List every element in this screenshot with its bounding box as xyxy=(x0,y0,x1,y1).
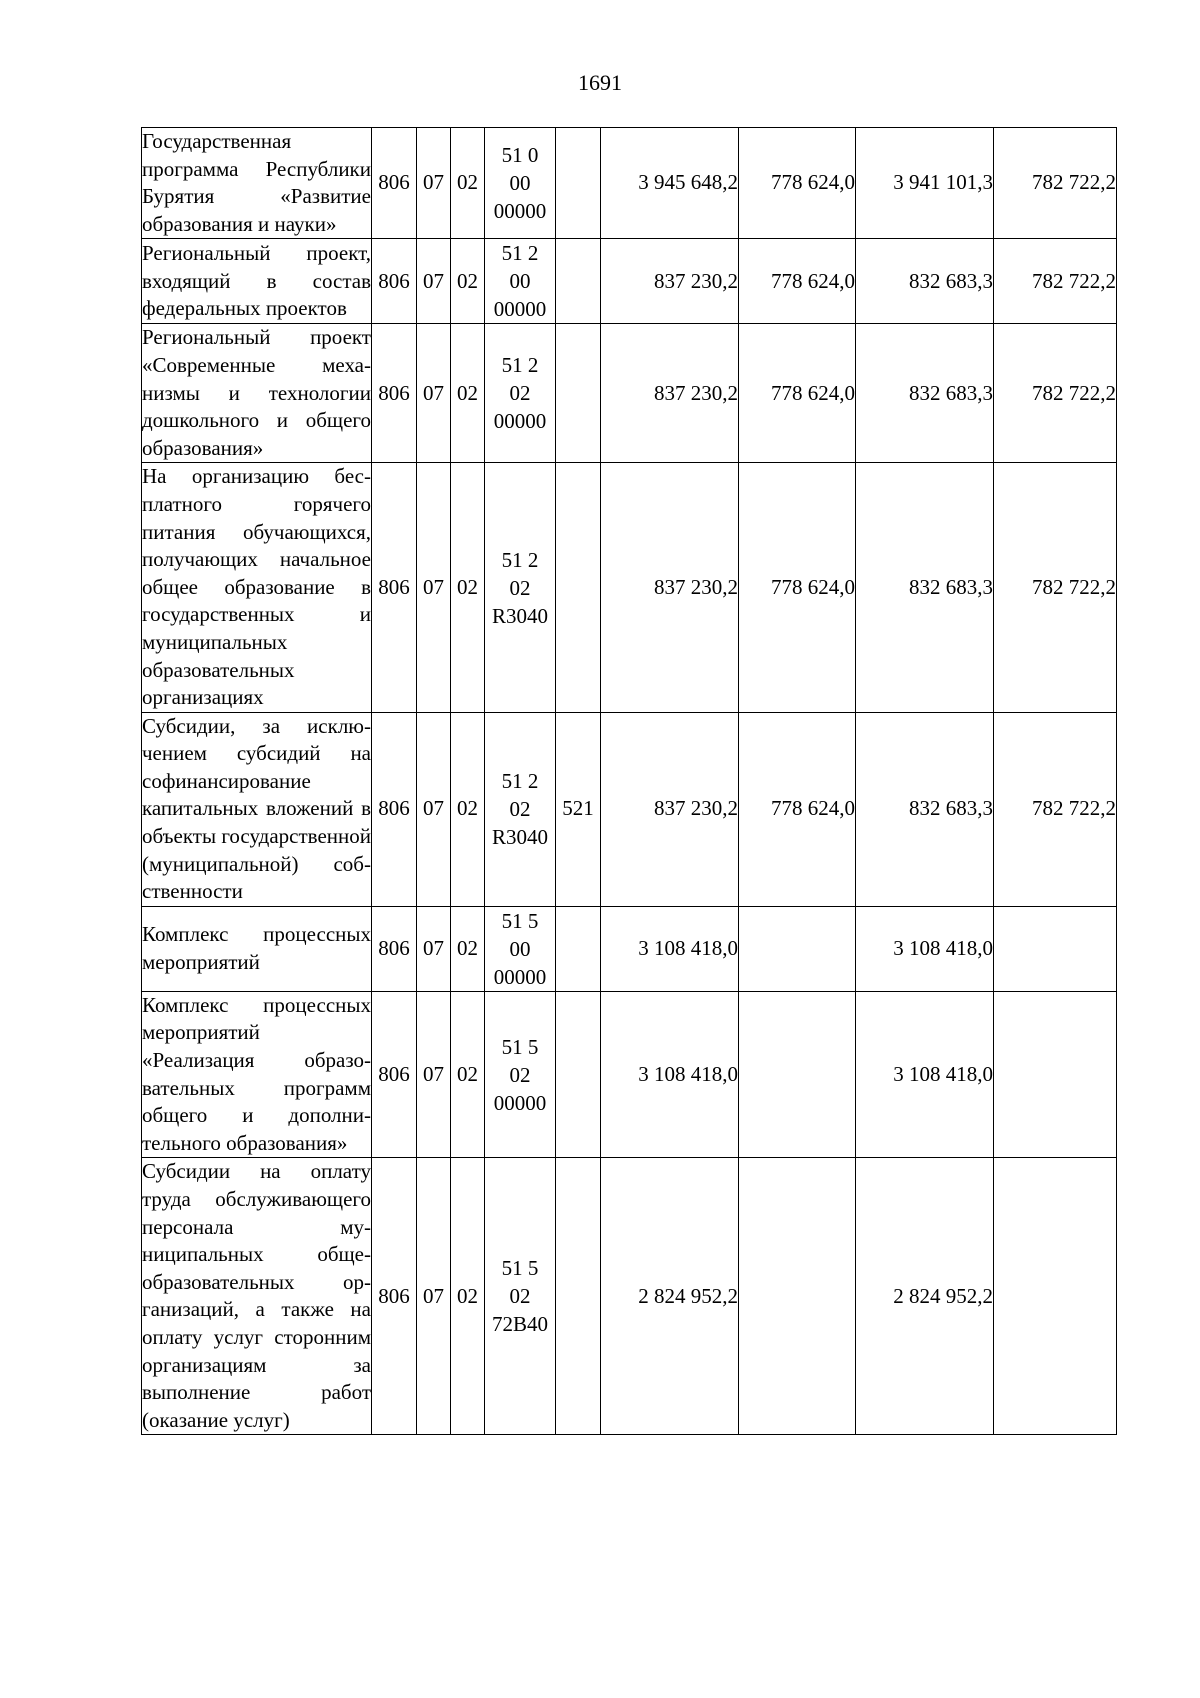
sum-year2: 2 824 952,2 xyxy=(856,1158,994,1435)
target-article-part: 51 0 xyxy=(501,143,539,168)
table-row xyxy=(142,324,1117,463)
subsection-code: 02 xyxy=(451,324,485,463)
sum-year1: 837 230,2 xyxy=(601,324,739,463)
target-article-code xyxy=(485,712,556,906)
ministry-code: 806 xyxy=(372,991,417,1158)
item-name: Региональный проект «Современные механизмы и технологии дошкольного и общего образования» xyxy=(142,324,372,463)
target-article-code xyxy=(485,128,556,239)
sum-year1-federal: 778 624,0 xyxy=(739,324,856,463)
item-name: Субсидии, за исключением субсидий на софинансирование капитальных вложений в объекты государственной (муниципальной) собственности xyxy=(142,712,372,906)
table-body xyxy=(142,128,1117,1435)
sum-year1-federal: 778 624,0 xyxy=(739,463,856,712)
sum-year1-federal: 778 624,0 xyxy=(739,239,856,324)
sum-year1: 2 824 952,2 xyxy=(601,1158,739,1435)
target-article-part: 00 xyxy=(509,936,531,961)
subsection-code: 02 xyxy=(451,128,485,239)
target-article-part: 00 xyxy=(509,171,531,196)
table-row xyxy=(142,128,1117,239)
item-name: Субсидии на оплату труда обслуживающего персонала муниципальных общеобразовательных организаций, а также на оплату услуг сторонним организациям за выполнение работ (оказание услуг) xyxy=(142,1158,372,1435)
ministry-code: 806 xyxy=(372,1158,417,1435)
sum-year2-federal xyxy=(994,1158,1117,1435)
target-article-part: 00000 xyxy=(493,199,547,224)
target-article-part: 00 xyxy=(509,269,531,294)
subsection-code: 02 xyxy=(451,239,485,324)
section-code: 07 xyxy=(417,463,451,712)
ministry-code: 806 xyxy=(372,712,417,906)
expense-type-code xyxy=(556,324,601,463)
target-article-part: 02 xyxy=(509,381,531,406)
sum-year1: 837 230,2 xyxy=(601,712,739,906)
subsection-code: 02 xyxy=(451,906,485,991)
sum-year1: 3 108 418,0 xyxy=(601,991,739,1158)
target-article-part: 51 2 xyxy=(501,353,539,378)
sum-year2: 832 683,3 xyxy=(856,239,994,324)
target-article-code xyxy=(485,991,556,1158)
sum-year2-federal: 782 722,2 xyxy=(994,324,1117,463)
item-name: Комплекс процессных мероприятий «Реализация образовательных программ общего и дополнительного образования» xyxy=(142,991,372,1158)
sum-year2-federal: 782 722,2 xyxy=(994,712,1117,906)
target-article-part: 02 xyxy=(509,575,531,600)
sum-year2-federal: 782 722,2 xyxy=(994,239,1117,324)
subsection-code: 02 xyxy=(451,1158,485,1435)
sum-year1-federal xyxy=(739,1158,856,1435)
table-row xyxy=(142,239,1117,324)
expense-type-code xyxy=(556,463,601,712)
item-name: На организацию бесплатного горячего питания обучающихся, получающих начальное общее образование в государственных и муниципальных образовательных организациях xyxy=(142,463,372,712)
target-article-code xyxy=(485,463,556,712)
target-article-part: R3040 xyxy=(491,825,548,850)
expense-type-code xyxy=(556,906,601,991)
target-article-part: 51 5 xyxy=(501,908,539,933)
ministry-code: 806 xyxy=(372,463,417,712)
table-row xyxy=(142,1158,1117,1435)
item-name: Государственная программа Республики Бурятия «Развитие образования и науки» xyxy=(142,128,372,239)
target-article-code xyxy=(485,324,556,463)
target-article-code xyxy=(485,239,556,324)
sum-year1: 3 108 418,0 xyxy=(601,906,739,991)
table-row xyxy=(142,906,1117,991)
sum-year2: 832 683,3 xyxy=(856,463,994,712)
budget-table xyxy=(141,127,1117,1435)
sum-year2: 832 683,3 xyxy=(856,324,994,463)
target-article-part: 51 2 xyxy=(501,547,539,572)
sum-year2-federal: 782 722,2 xyxy=(994,128,1117,239)
expense-type-code: 521 xyxy=(556,712,601,906)
subsection-code: 02 xyxy=(451,712,485,906)
sum-year2: 3 108 418,0 xyxy=(856,991,994,1158)
target-article-part: 51 5 xyxy=(501,1034,539,1059)
section-code: 07 xyxy=(417,991,451,1158)
section-code: 07 xyxy=(417,239,451,324)
ministry-code: 806 xyxy=(372,239,417,324)
subsection-code: 02 xyxy=(451,463,485,712)
sum-year1: 3 945 648,2 xyxy=(601,128,739,239)
sum-year1: 837 230,2 xyxy=(601,463,739,712)
expense-type-code xyxy=(556,128,601,239)
expense-type-code xyxy=(556,1158,601,1435)
item-name: Комплекс процессных мероприятий xyxy=(142,906,372,991)
page-number: 1691 xyxy=(578,70,622,95)
target-article-part: 00000 xyxy=(493,964,547,989)
target-article-part: 02 xyxy=(509,1062,531,1087)
target-article-part: 02 xyxy=(509,797,531,822)
section-code: 07 xyxy=(417,712,451,906)
sum-year2-federal xyxy=(994,991,1117,1158)
sum-year1-federal: 778 624,0 xyxy=(739,712,856,906)
table-row xyxy=(142,463,1117,712)
ministry-code: 806 xyxy=(372,324,417,463)
target-article-part: 51 5 xyxy=(501,1256,539,1281)
sum-year2-federal: 782 722,2 xyxy=(994,463,1117,712)
target-article-part: 51 2 xyxy=(501,769,539,794)
sum-year2-federal xyxy=(994,906,1117,991)
expense-type-code xyxy=(556,239,601,324)
table-row xyxy=(142,991,1117,1158)
subsection-code: 02 xyxy=(451,991,485,1158)
item-name: Региональный проект, входящий в состав федеральных проектов xyxy=(142,239,372,324)
target-article-part: 00000 xyxy=(493,409,547,434)
sum-year1-federal: 778 624,0 xyxy=(739,128,856,239)
target-article-part: 51 2 xyxy=(501,241,539,266)
sum-year1-federal xyxy=(739,991,856,1158)
target-article-code xyxy=(485,1158,556,1435)
target-article-part: 00000 xyxy=(493,297,547,322)
sum-year1-federal xyxy=(739,906,856,991)
section-code: 07 xyxy=(417,324,451,463)
sum-year2: 3 108 418,0 xyxy=(856,906,994,991)
ministry-code: 806 xyxy=(372,906,417,991)
section-code: 07 xyxy=(417,128,451,239)
ministry-code: 806 xyxy=(372,128,417,239)
sum-year2: 832 683,3 xyxy=(856,712,994,906)
target-article-part: R3040 xyxy=(491,603,548,628)
section-code: 07 xyxy=(417,906,451,991)
expense-type-code xyxy=(556,991,601,1158)
section-code: 07 xyxy=(417,1158,451,1435)
sum-year2: 3 941 101,3 xyxy=(856,128,994,239)
target-article-part: 02 xyxy=(509,1284,531,1309)
target-article-part: 00000 xyxy=(493,1090,547,1115)
target-article-code xyxy=(485,906,556,991)
target-article-part: 72В40 xyxy=(491,1312,548,1337)
table-row xyxy=(142,712,1117,906)
sum-year1: 837 230,2 xyxy=(601,239,739,324)
